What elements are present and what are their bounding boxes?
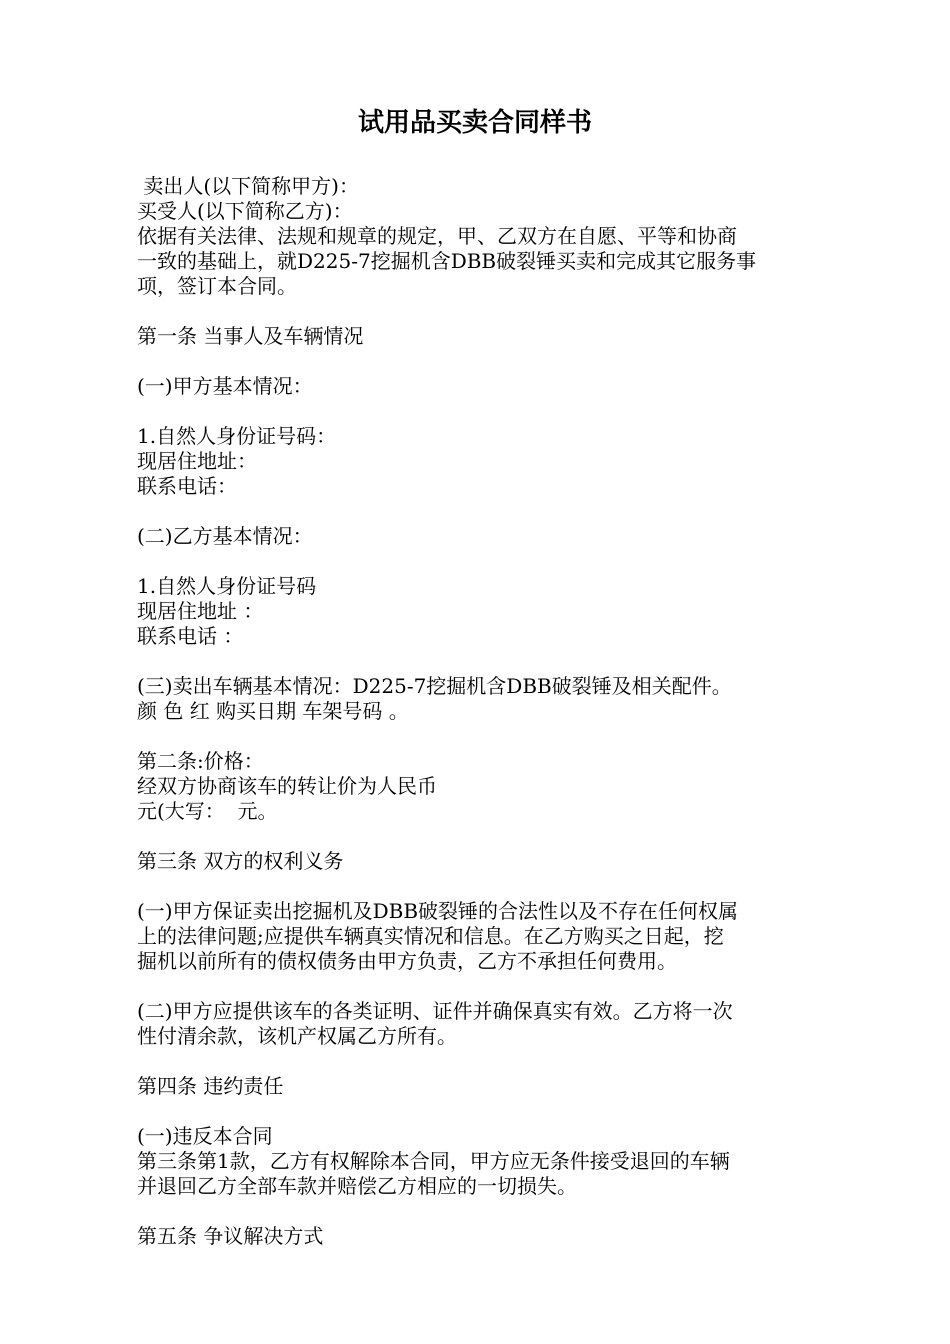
document-line: 上的法律问题;应提供车辆真实情况和信息。在乙方购买之日起，挖 (137, 924, 724, 948)
blank-line (137, 349, 817, 374)
document-line: 第一条 当事人及车辆情况 (137, 324, 364, 348)
document-line: 第五条 争议解决方式 (137, 1224, 324, 1248)
document-line: 卖出人(以下简称甲方)： (137, 174, 359, 198)
blank-line (137, 299, 817, 324)
document-line: 第二条:价格： (137, 749, 264, 773)
document-line: 元(大写： 元。 (137, 799, 278, 823)
document-line: (二)乙方基本情况： (137, 524, 313, 548)
blank-line (137, 874, 817, 899)
blank-line (137, 724, 817, 749)
blank-line (137, 399, 817, 424)
blank-line (137, 1099, 817, 1124)
document-line: 第三条第1款，乙方有权解除本合同，甲方应无条件接受退回的车辆 (137, 1149, 730, 1173)
document-line: (三)卖出车辆基本情况：D225-7挖掘机含DBB破裂锤及相关配件。 (137, 674, 732, 698)
blank-line (137, 549, 817, 574)
document-line: 第四条 违约责任 (137, 1074, 284, 1098)
document-line: 1.自然人身份证号码： (137, 424, 337, 448)
blank-line (137, 824, 817, 849)
document-line: 并退回乙方全部车款并赔偿乙方相应的一切损失。 (137, 1174, 577, 1198)
document-line: 买受人(以下简称乙方)： (137, 199, 353, 223)
document-line: (二)甲方应提供该车的各类证明、证件并确保真实有效。乙方将一次 (137, 999, 733, 1023)
document-body (137, 174, 817, 1249)
document-line: 经双方协商该车的转让价为人民币 (137, 774, 437, 798)
blank-line (137, 499, 817, 524)
document-line: (一)违反本合同 (137, 1124, 273, 1148)
document-line: 项，签订本合同。 (137, 274, 297, 298)
document-line: 性付清余款，该机产权属乙方所有。 (137, 1024, 457, 1048)
blank-line (137, 1049, 817, 1074)
blank-line (137, 1199, 817, 1224)
document-line: (一)甲方基本情况： (137, 374, 313, 398)
document-line: (一)甲方保证卖出挖掘机及DBB破裂锤的合法性以及不存在任何权属 (137, 899, 739, 923)
blank-line (137, 649, 817, 674)
document-line: 掘机以前所有的债权债务由甲方负责，乙方不承担任何费用。 (137, 949, 677, 973)
document-line: 一致的基础上，就D225-7挖掘机含DBB破裂锤买卖和完成其它服务事 (137, 249, 757, 273)
blank-line (137, 974, 817, 999)
document-line: 联系电话 ： (137, 624, 244, 648)
document-line: 依据有关法律、法规和规章的规定，甲、乙双方在自愿、平等和协商 (137, 224, 737, 248)
document-line: 现居住地址 ： (137, 599, 264, 623)
document-title: 试用品买卖合同样书 (357, 108, 592, 138)
document-line: 现居住地址： (137, 449, 257, 473)
document-line: 第三条 双方的权利义务 (137, 849, 344, 873)
document-line: 1.自然人身份证号码 (137, 574, 317, 598)
document-line: 颜 色 红 购买日期 车架号码 。 (137, 699, 409, 723)
document-line: 联系电话： (137, 474, 237, 498)
